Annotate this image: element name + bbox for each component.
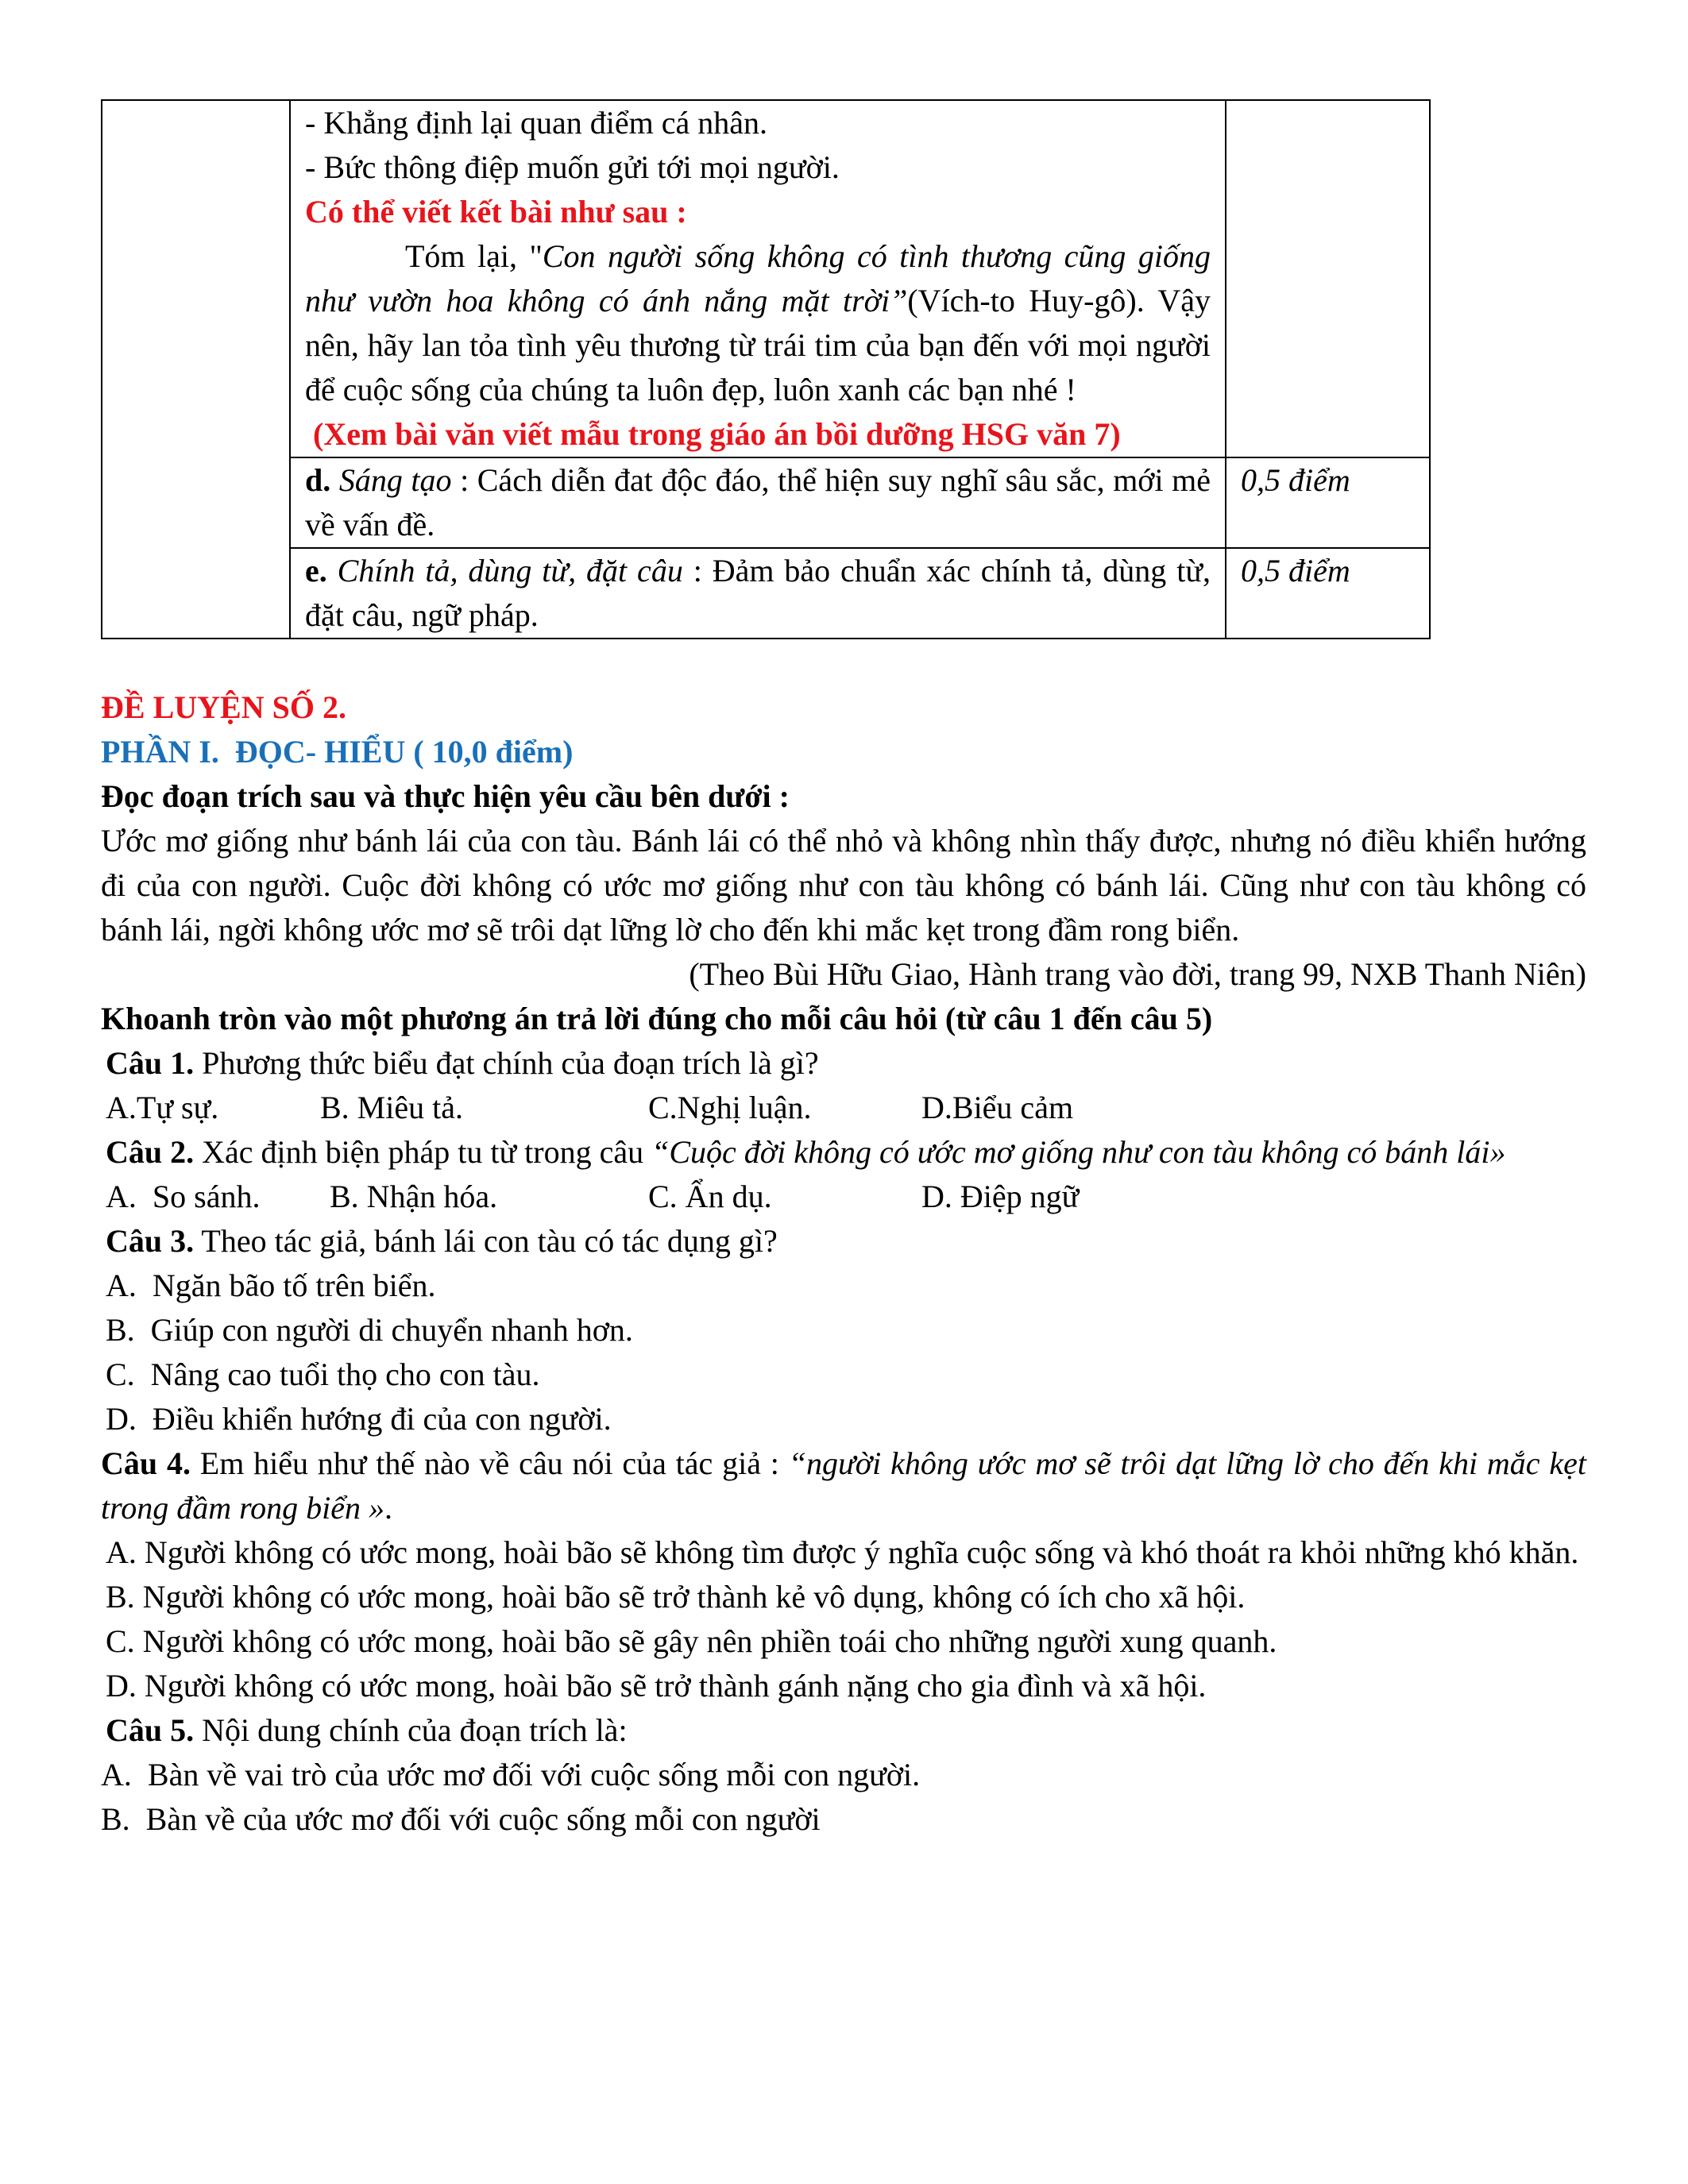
question-4 (101, 1441, 1586, 1530)
question-2 (101, 1130, 1586, 1175)
table-row (102, 548, 1430, 639)
question-end: . (384, 1490, 393, 1526)
section-title: ĐỀ LUYỆN SỐ 2. (101, 689, 346, 725)
option-a[interactable]: A. So sánh. (106, 1179, 261, 1214)
question-5 (101, 1708, 1586, 1753)
reading-instruction: Đọc đoạn trích sau và thực hiện yêu cầu bên dưới : (101, 778, 790, 814)
question-label: Câu 1. (106, 1045, 195, 1081)
criteria-line: - Khẳng định lại quan điểm cá nhân. (305, 105, 768, 141)
table-cell-content (290, 457, 1226, 548)
criterion-letter: d. (305, 462, 331, 498)
grading-table (101, 99, 1431, 639)
option-d[interactable]: D. Điệp ngữ (921, 1179, 1080, 1214)
criterion-term: Sáng tạo (338, 462, 452, 498)
table-row (102, 100, 1430, 457)
option-b[interactable]: B. Miêu tả. (320, 1090, 463, 1125)
criterion-text: : Đảm bảo chuẩn xác chính tả, dùng từ, đặt câu, ngữ pháp. (305, 553, 1211, 633)
option-d[interactable]: D. Người không có ước mong, hoài bão sẽ trở thành gánh nặng cho gia đình và xã hội. (106, 1668, 1207, 1704)
question-text: Theo tác giả, bánh lái con tàu có tác dụng gì? (194, 1223, 778, 1259)
question-label: Câu 2. (106, 1134, 195, 1170)
question-text: Xác định biện pháp tu từ trong câu (194, 1134, 652, 1170)
mc-instruction: Khoanh tròn vào một phương án trả lời đúng cho mỗi câu hỏi (từ câu 1 đến câu 5) (101, 1001, 1213, 1036)
table-cell-content (290, 548, 1226, 639)
option-b[interactable]: B. Bàn về của ước mơ đối với cuộc sống mỗi con người (101, 1801, 821, 1837)
passage-source: (Theo Bùi Hữu Giao, Hành trang vào đời, trang 99, NXB Thanh Niên) (689, 956, 1586, 992)
option-d[interactable]: D.Biểu cảm (921, 1090, 1074, 1125)
question-label: Câu 4. (101, 1445, 191, 1481)
table-cell-score: 0,5 điểm (1226, 457, 1430, 548)
question-text: Phương thức biểu đạt chính của đoạn trích là gì? (194, 1045, 819, 1081)
quote-italic: Con người sống không có tình thương cũng giống như vườn hoa không có ánh nắng mặt trời” (305, 238, 1211, 318)
table-row (102, 457, 1430, 548)
table-cell-score: 0,5 điểm (1226, 548, 1430, 639)
table-cell-empty (102, 100, 290, 639)
document-page (101, 99, 1586, 1842)
option-a[interactable]: A. Ngăn bão tố trên biển. (106, 1268, 436, 1303)
option-a[interactable]: A. Bàn về vai trò của ước mơ đối với cuộc sống mỗi con người. (101, 1757, 921, 1792)
table-cell-score (1226, 100, 1430, 457)
question-quote: “người không ước mơ sẽ trôi dạt lững lờ cho đến khi mắc kẹt trong đầm rong biển » (101, 1445, 1586, 1526)
question-quote: “Cuộc đời không có ước mơ giống như con tàu không có bánh lái» (651, 1134, 1506, 1170)
criterion-text: : Cách diễn đat độc đáo, thể hiện suy nghĩ sâu sắc, mới mẻ về vấn đề. (305, 462, 1211, 542)
option-b[interactable]: B. Nhận hóa. (330, 1179, 498, 1214)
option-c[interactable]: C. Ẩn dụ. (648, 1179, 772, 1214)
question-1 (101, 1041, 1586, 1086)
quote-rest: (Vích-to Huy-gô). Vậy nên, hãy lan tỏa tình yêu thương từ trái tim của bạn đến với mọi người để cuộc sống của chúng ta luôn đẹp, luôn xanh các bạn nhé ! (305, 283, 1211, 407)
question-label: Câu 5. (106, 1712, 195, 1748)
question-2-options (101, 1175, 1586, 1219)
reference-note: (Xem bài văn viết mẫu trong giáo án bồi dưỡng HSG văn 7) (305, 416, 1121, 452)
sample-conclusion (305, 234, 1211, 412)
question-text: Nội dung chính của đoạn trích là: (194, 1712, 628, 1748)
option-b[interactable]: B. Người không có ước mong, hoài bão sẽ trở thành kẻ vô dụng, không có ích cho xã hội. (106, 1579, 1246, 1615)
option-b[interactable]: B. Giúp con người di chuyển nhanh hơn. (106, 1312, 633, 1348)
criteria-line: - Bức thông điệp muốn gửi tới mọi người. (305, 149, 840, 185)
criterion-letter: e. (305, 553, 327, 588)
question-1-options (101, 1086, 1586, 1130)
option-c[interactable]: C. Nâng cao tuổi thọ cho con tàu. (106, 1356, 540, 1392)
reading-passage: Ước mơ giống như bánh lái của con tàu. Bánh lái có thể nhỏ và không nhìn thấy được, nhưng nó điều khiển hướng đi của con người. Cuộc đời không có ước mơ giống như con tàu không có bánh lái. Cũng như con tàu không có bánh lái, ngời không ước mơ sẽ trôi dạt lững lờ cho đến khi mắc kẹt trong đầm rong biển. (101, 823, 1586, 947)
table-cell-content (290, 100, 1226, 457)
part-title: PHẦN I. ĐỌC- HIỂU ( 10,0 điểm) (101, 734, 574, 770)
question-label: Câu 3. (106, 1223, 195, 1259)
criterion-term: Chính tả, dùng từ, đặt câu (337, 553, 683, 588)
question-3 (101, 1219, 1586, 1264)
option-a[interactable]: A. Người không có ước mong, hoài bão sẽ không tìm được ý nghĩa cuộc sống và khó thoát ra khỏi những khó khăn. (106, 1534, 1579, 1570)
sample-heading: Có thể viết kết bài như sau : (305, 194, 687, 230)
quote-lead: Tóm lại, " (405, 238, 543, 274)
option-c[interactable]: C.Nghị luận. (648, 1090, 812, 1125)
question-text: Em hiểu như thế nào về câu nói của tác giả : (190, 1445, 789, 1481)
option-c[interactable]: C. Người không có ước mong, hoài bão sẽ gây nên phiền toái cho những người xung quanh. (106, 1623, 1277, 1659)
option-d[interactable]: D. Điều khiển hướng đi của con người. (106, 1401, 612, 1437)
option-a[interactable]: A.Tự sự. (106, 1090, 219, 1125)
